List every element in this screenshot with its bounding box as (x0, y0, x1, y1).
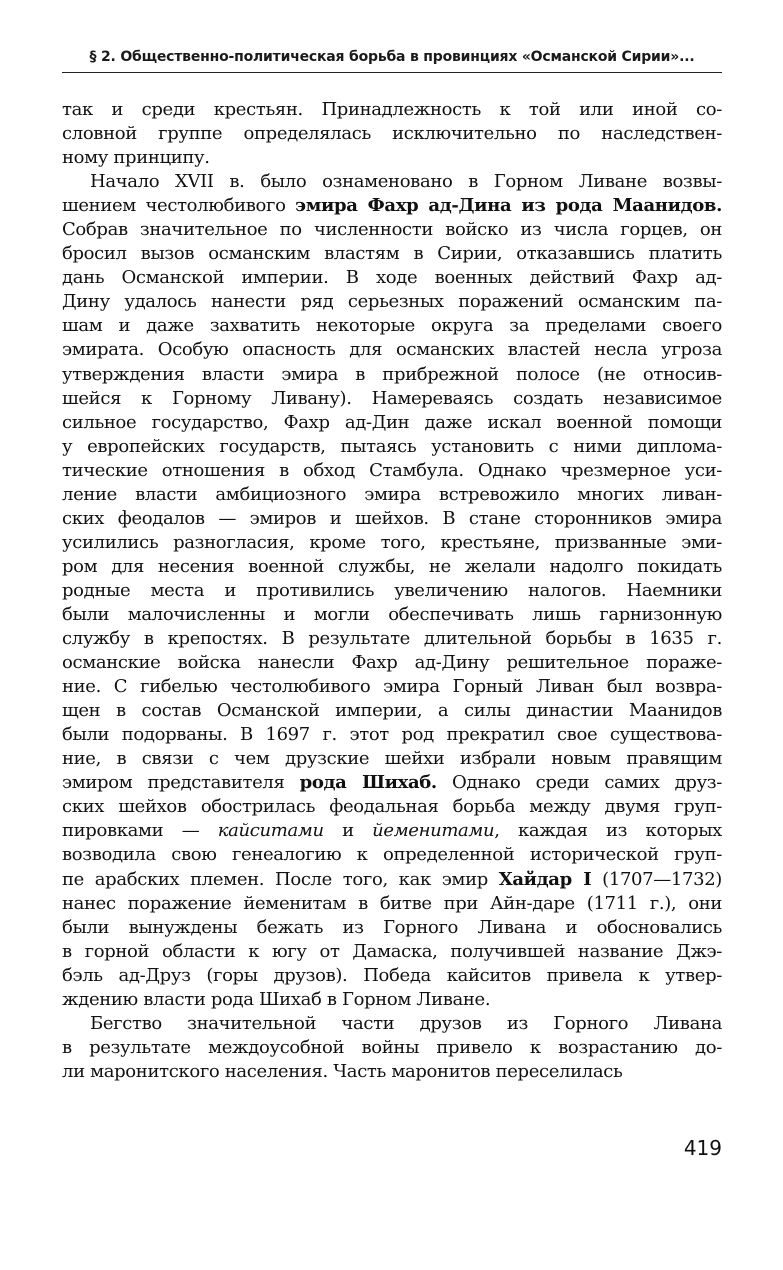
text-line (62, 819, 722, 843)
italic-term: кайситами (217, 820, 324, 842)
text-line (62, 940, 722, 964)
text-run: нанес поражение йеменитам в битве при Айн-даре (1711 г.), они (62, 892, 722, 914)
text-run: Начало XVII в. было ознаменовано в Горном Ливане возвы- (90, 171, 722, 193)
text-run: службу в крепостях. В результате длительной борьбы в 1635 г. (62, 628, 722, 650)
text-line (62, 1060, 722, 1084)
text-line (62, 579, 722, 603)
text-run: так и среди крестьян. Принадлежность к той или иной со- (62, 99, 722, 120)
text-run: бросил вызов османским властям в Сирии, отказавшись платить (62, 243, 722, 265)
body-text (62, 98, 722, 1084)
text-line (62, 892, 722, 916)
text-run: ром для несения военной службы, не желали надолго покидать (62, 555, 722, 577)
text-run: бэль ад-Друз (горы друзов). Победа кайситов привела к утвер- (62, 964, 722, 986)
text-line (62, 266, 722, 290)
text-run: были малочисленны и могли обеспечивать лишь гарнизонную (62, 603, 722, 625)
text-run: были вынуждены бежать из Горного Ливана и обосновались (62, 916, 722, 938)
text-run: шам и даже захватить некоторые округа за пределами своего (62, 315, 722, 337)
text-line (62, 964, 722, 988)
text-line (62, 988, 722, 1012)
text-line (62, 483, 722, 507)
text-run: утверждения власти эмира в прибрежной полосе (не относив- (62, 363, 722, 385)
text-line (62, 290, 722, 314)
text-line (62, 387, 722, 411)
text-line (62, 242, 722, 266)
text-run: тические отношения в обход Стамбула. Однако чрезмерное уси- (62, 459, 722, 481)
text-run: шением честолюбивого (62, 195, 296, 217)
text-run: в горной области к югу от Дамаска, получившей название Джэ- (62, 940, 722, 962)
text-run: ли маронитского населения. Часть маронитов переселилась (62, 1060, 623, 1082)
text-line (62, 627, 722, 651)
text-run: Однако среди самих друз- (436, 772, 723, 794)
text-run: возводила свою генеалогию к определенной исторической груп- (62, 844, 722, 866)
bold-term: рода Шихаб. (299, 772, 437, 794)
text-run: ние, в связи с чем друзские шейхи избрали новым правящим (62, 748, 722, 770)
text-run: щен в состав Османской империи, а силы династии Мaанидов (62, 700, 722, 722)
text-run: ских феодалов — эмиров и шейхов. В стане сторонников эмира (62, 507, 722, 529)
text-line (62, 868, 722, 892)
text-run: эмирата. Особую опасность для османских властей несла угроза (62, 339, 722, 361)
text-line (62, 916, 722, 940)
text-line (62, 314, 722, 338)
text-run: пе арабских племен. После того, как эмир (62, 868, 499, 890)
text-line (62, 1036, 722, 1060)
text-run: ние. С гибелью честолюбивого эмира Горный Ливан был возвра- (62, 676, 722, 698)
text-line (62, 363, 722, 387)
text-line (62, 507, 722, 531)
text-line (62, 1012, 722, 1036)
text-line (62, 338, 722, 362)
text-run: (1707—1732) (591, 868, 722, 890)
text-run: шейся к Горному Ливану). Намереваясь создать независимое (62, 387, 722, 409)
text-line (62, 771, 722, 795)
text-run: ление власти амбициозного эмира встревожило многих ливан- (62, 483, 722, 505)
text-line (62, 170, 722, 194)
text-line (62, 651, 722, 675)
text-line (62, 531, 722, 555)
text-line (62, 555, 722, 579)
text-run: османские войска нанесли Фахр ад-Дину решительное пораже- (62, 652, 722, 674)
text-line (62, 122, 722, 146)
text-run: и (323, 820, 373, 842)
text-line (62, 194, 722, 218)
text-line (62, 747, 722, 771)
text-run: эмиром представителя (62, 772, 300, 794)
running-header: § 2. Общественно-политическая борьба в провинциях «Османской Сирии»... (89, 49, 695, 65)
italic-term: йеменитами (372, 820, 495, 842)
page-number: 419 (683, 1136, 722, 1160)
header-rule (62, 72, 722, 73)
text-line (62, 699, 722, 723)
text-run: родные места и противились увеличению налогов. Наемники (62, 579, 722, 601)
text-run: сильное государство, Фахр ад-Дин даже искал военной помощи (62, 411, 722, 433)
text-line (62, 459, 722, 483)
text-line (62, 603, 722, 627)
text-run: в результате междоусобной войны привело к возрастанию до- (62, 1036, 722, 1058)
text-line (62, 843, 722, 867)
text-line (62, 98, 722, 122)
text-line (62, 435, 722, 459)
text-run: дань Османской империи. В ходе военных действий Фахр ад- (62, 267, 722, 289)
text-line (62, 411, 722, 435)
text-run: Дину удалось нанести ряд серьезных поражений османским па- (62, 291, 722, 313)
text-line (62, 795, 722, 819)
text-line (62, 723, 722, 747)
text-run: были подорваны. В 1697 г. этот род прекратил свое существова- (62, 724, 722, 746)
text-run: ждению власти рода Шихаб в Горном Ливане. (62, 988, 491, 1010)
text-run: словной группе определялась исключительно по наследствен- (62, 123, 722, 145)
text-line (62, 675, 722, 699)
text-line (62, 218, 722, 242)
text-run: ских шейхов обострилась феодальная борьба между двумя груп- (62, 796, 722, 818)
text-run: Собрав значительное по численности войско из числа горцев, он (62, 219, 722, 241)
text-run: , каждая из которых (494, 820, 722, 842)
text-line (62, 146, 722, 170)
text-run: у европейских государств, пытаясь установить с ними диплома- (62, 435, 722, 457)
text-run: ному принципу. (62, 147, 210, 169)
bold-term: эмира Фахр ад-Дина из рода Мaанидов. (295, 195, 722, 217)
text-run: Бегство значительной части друзов из Горного Ливана (90, 1012, 722, 1034)
text-run: усилились разногласия, кроме того, крестьяне, призванные эми- (62, 531, 722, 553)
bold-term: Хайдар I (498, 868, 592, 890)
text-run: пировками — (62, 820, 218, 842)
